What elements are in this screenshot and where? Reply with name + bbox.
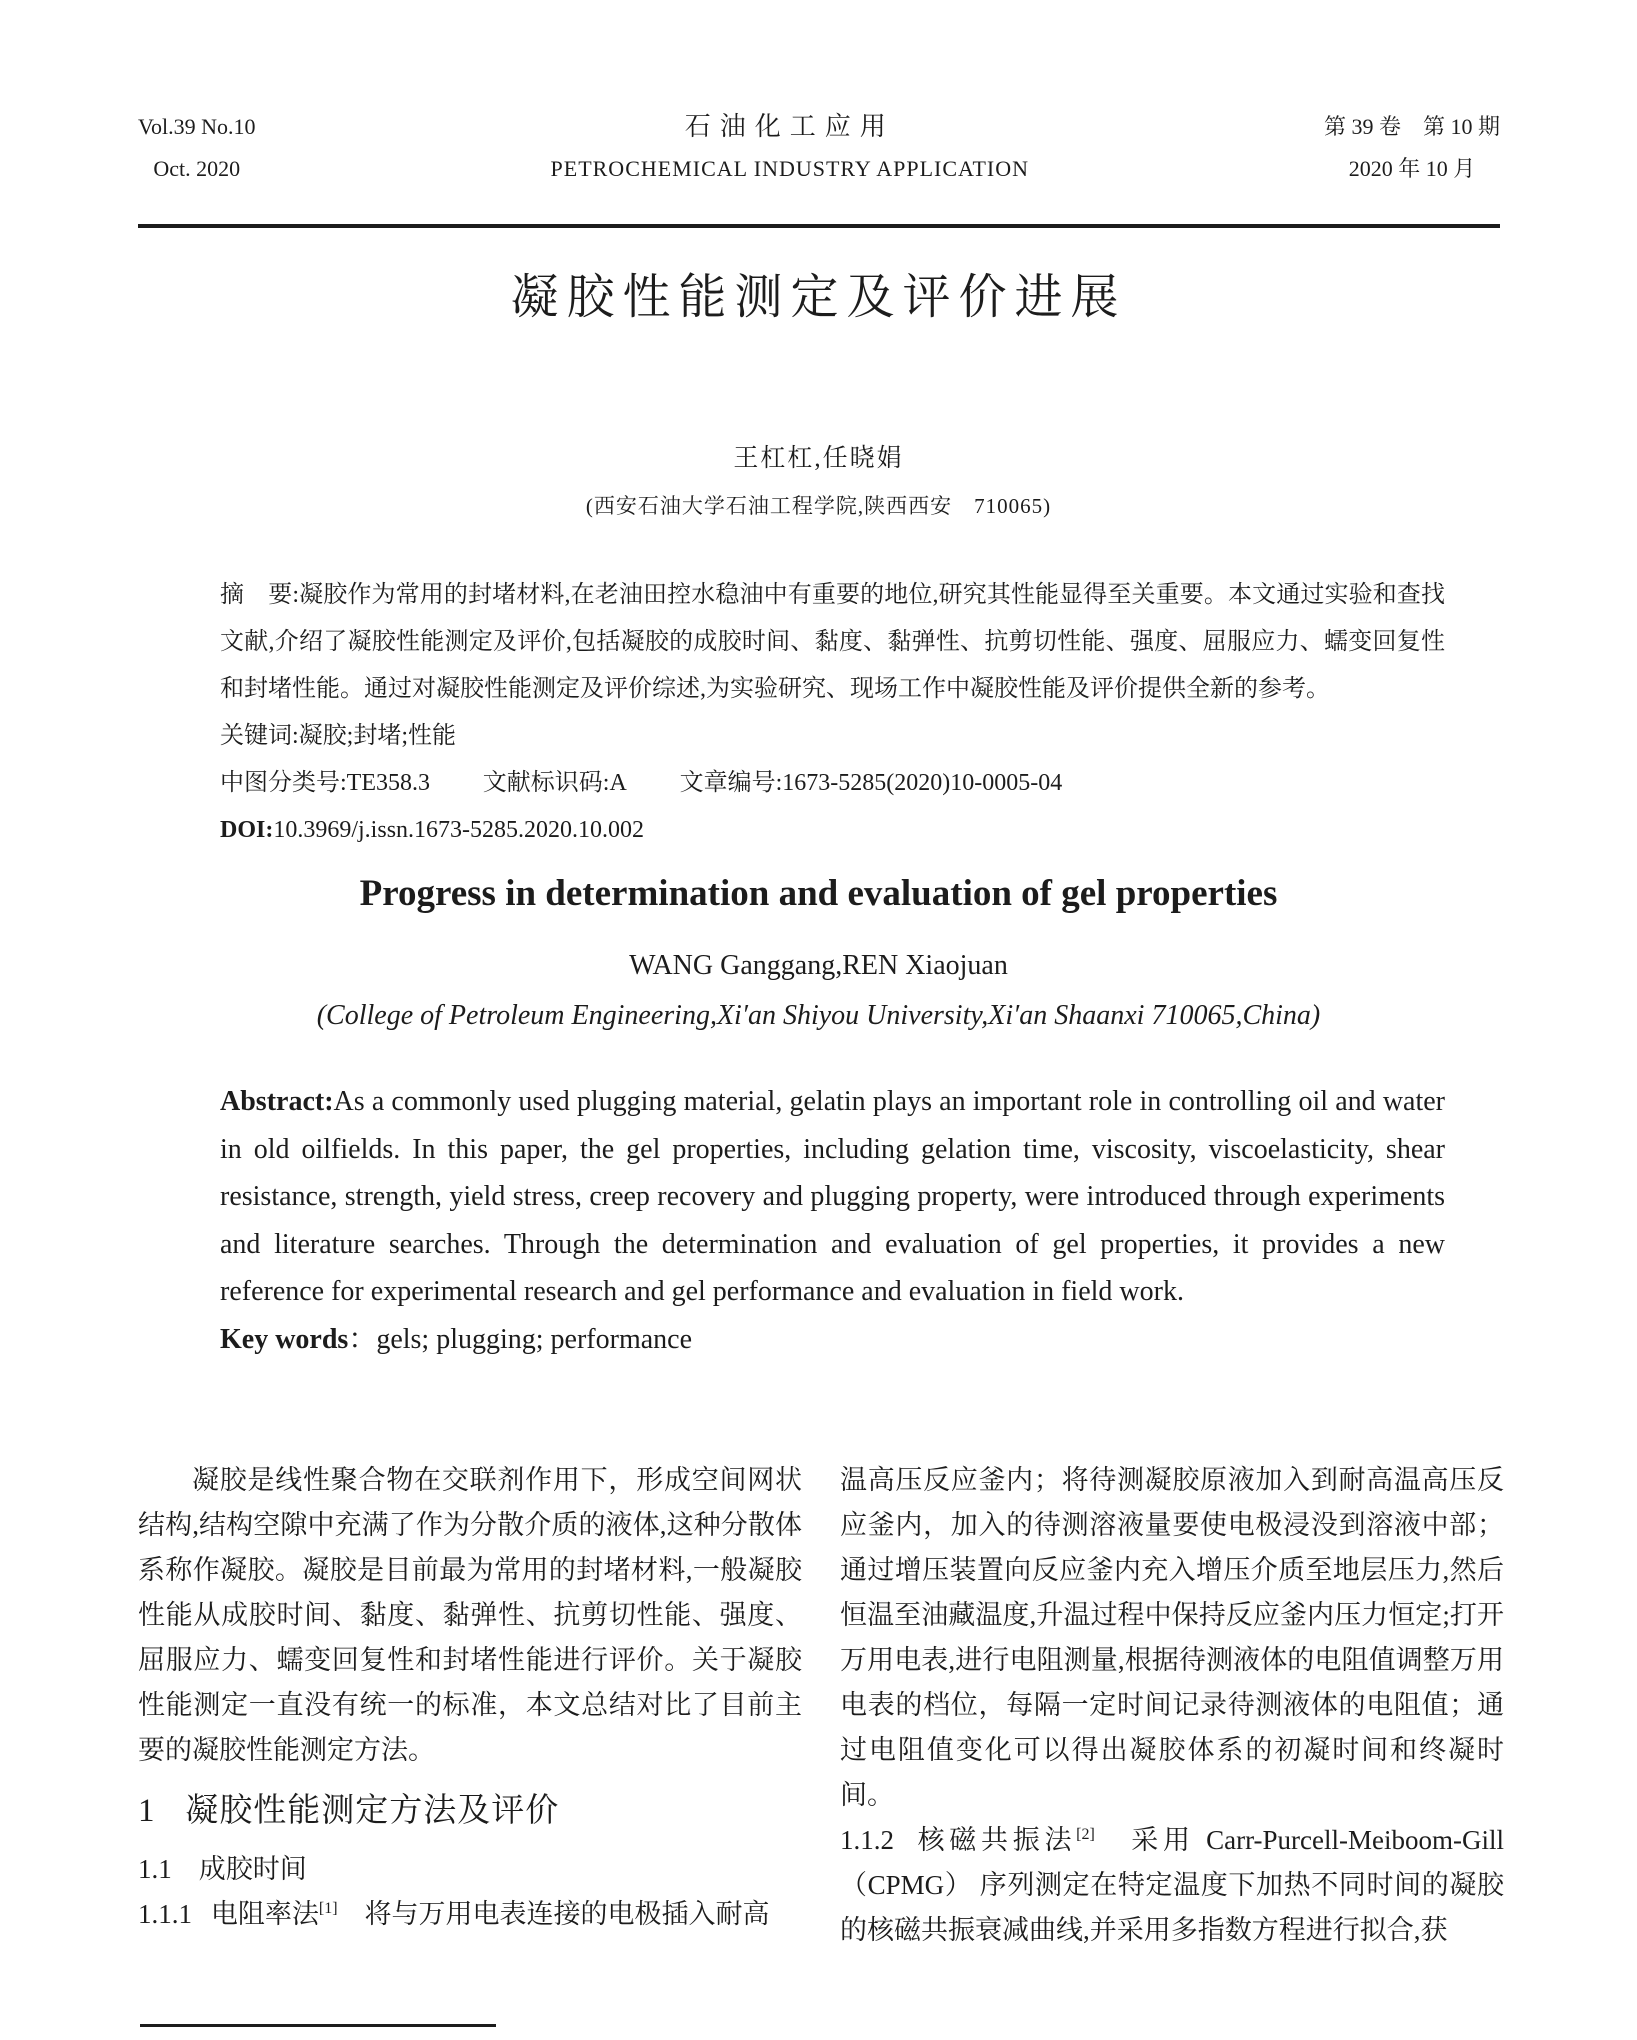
affiliation-zh: (西安石油大学石油工程学院,陕西西安 710065) xyxy=(585,494,1052,518)
date-zh: 2020 年 10 月 xyxy=(1348,156,1476,181)
abstract-block-zh xyxy=(220,572,1445,854)
citation-ref-1: [1] xyxy=(318,1900,338,1917)
keywords-label-en: Key words xyxy=(220,1323,349,1355)
journal-name-zh: 石油化工应用 xyxy=(684,112,895,141)
method-text: 将与万用电表连接的电极插入耐高 xyxy=(337,1899,770,1929)
journal-masthead xyxy=(138,106,1500,190)
article-id-value: 1673-5285(2020)10-0005-04 xyxy=(782,770,1063,796)
masthead-volume-block xyxy=(138,106,256,190)
doi-value: 10.3969/j.issn.1673-5285.2020.10.002 xyxy=(273,817,645,843)
masthead-issue-block xyxy=(1324,106,1500,190)
authors-en: WANG Ganggang,REN Xiaojuan xyxy=(629,950,1008,981)
abstract-label-zh: 摘 要: xyxy=(220,582,300,608)
authors-zh: 王杠杠,任晓娟 xyxy=(733,445,904,472)
right-column xyxy=(840,1458,1504,1953)
subsection-heading-1-1: 1.1 成胶时间 xyxy=(138,1854,307,1884)
journal-name-en: PETROCHEMICAL INDUSTRY APPLICATION xyxy=(550,156,1030,181)
abstract-text-en: As a commonly used plugging material, gelatin plays an important role in controlling oil and water in old oilfields. In this paper, the gel properties, including gelation time, viscosity, viscoelasticity, shear resistance, strength, yield stress, creep recovery and plugging property, were introduced through experiments and literature searches. Through the determination and evaluation of gel properties, it provides a new reference for experimental research and gel performance and evaluation in field work. xyxy=(220,1086,1445,1307)
continuation-paragraph: 温高压反应釜内；将待测凝胶原液加入到耐高温高压反应釜内，加入的待测溶液量要使电极浸没到溶液中部；通过增压装置向反应釜内充入增压介质至地层压力,然后恒温至油藏温度,升温过程中保持反应釜内压力恒定;打开万用电表,进行电阻测量,根据待测液体的电阻值调整万用电表的档位，每隔一定时间记录待测液体的电阻值；通过电阻值变化可以得出凝胶体系的初凝时间和终凝时间。 xyxy=(840,1465,1504,1810)
abstract-label-en: Abstract: xyxy=(220,1086,334,1117)
doi-line xyxy=(220,807,1445,854)
abstract-zh xyxy=(220,572,1445,713)
method-text: 采用 Carr-Purcell-Meiboom-Gill（CPMG） 序列测定在特定温度下加热不同时间的凝胶的核磁共振衰减曲线,并采用多指数方程进行拟合,获 xyxy=(840,1825,1504,1945)
keywords-label-zh: 关键词: xyxy=(220,723,299,749)
method-number: 1.1.1 xyxy=(138,1899,192,1929)
section-heading-1 xyxy=(138,1791,802,1831)
keywords-text-en: ：gels; plugging; performance xyxy=(348,1323,693,1355)
volume-issue-zh: 第 39 卷 第 10 期 xyxy=(1323,114,1500,139)
clc-label: 中图分类号: xyxy=(220,770,347,796)
date-en: Oct. 2020 xyxy=(153,156,241,181)
volume-issue-en: Vol.39 No.10 xyxy=(138,114,256,139)
doi-label: DOI: xyxy=(220,817,274,843)
intro-paragraph: 凝胶是线性聚合物在交联剂作用下，形成空间网状结构,结构空隙中充满了作为分散介质的液体,这种分散体系称作凝胶。凝胶是目前最为常用的封堵材料,一般凝胶性能从成胶时间、黏度、黏弹性、抗剪切性能、强度、屈服应力、蠕变回复性和封堵性能进行评价。关于凝胶性能测定一直没有统一的标准，本文总结对比了目前主要的凝胶性能测定方法。 xyxy=(138,1465,802,1765)
abstract-en xyxy=(220,1078,1445,1316)
affiliation-en: (College of Petroleum Engineering,Xi′an Shiyou University,Xi′an Shaanxi 710065,China) xyxy=(316,1000,1321,1031)
doc-code-value: A xyxy=(609,770,627,796)
abstract-block-en xyxy=(220,1078,1445,1363)
section-title: 凝胶性能测定方法及评价 xyxy=(185,1793,560,1829)
classification-line xyxy=(220,760,1445,807)
masthead-journal-name xyxy=(551,106,1030,190)
keywords-text-zh: 凝胶;封堵;性能 xyxy=(298,723,457,749)
abstract-text-zh: 凝胶作为常用的封堵材料,在老油田控水稳油中有重要的地位,研究其性能显得至关重要。本文通过实验和查找文献,介绍了凝胶性能测定及评价,包括凝胶的成胶时间、黏度、黏弹性、抗剪切性能、强度、屈服应力、蠕变回复性和封堵性能。通过对凝胶性能测定及评价综述,为实验研究、现场工作中凝胶性能及评价提供全新的参考。 xyxy=(220,582,1446,702)
body-columns xyxy=(138,1458,1505,1953)
clc-value: TE358.3 xyxy=(346,770,430,796)
section-number: 1 xyxy=(138,1793,156,1829)
keywords-en xyxy=(220,1316,1445,1364)
left-column xyxy=(138,1458,802,1953)
masthead-divider-rule xyxy=(138,224,1500,228)
doc-code-label: 文献标识码: xyxy=(482,770,610,796)
method-paragraph-1-1-2 xyxy=(840,1818,1504,1953)
footnote-divider-rule xyxy=(140,2024,496,2027)
article-title-zh: 凝胶性能测定及评价进展 xyxy=(510,271,1127,324)
method-term: 电阻率法 xyxy=(210,1899,319,1929)
keywords-zh xyxy=(220,713,1445,760)
article-title-en: Progress in determination and evaluation of gel properties xyxy=(359,873,1278,914)
method-term: 核磁共振法 xyxy=(912,1825,1077,1855)
method-paragraph-1-1-1 xyxy=(138,1892,802,1937)
article-id-label: 文章编号: xyxy=(679,770,783,796)
citation-ref-2: [2] xyxy=(1076,1826,1095,1843)
method-number: 1.1.2 xyxy=(840,1825,894,1855)
